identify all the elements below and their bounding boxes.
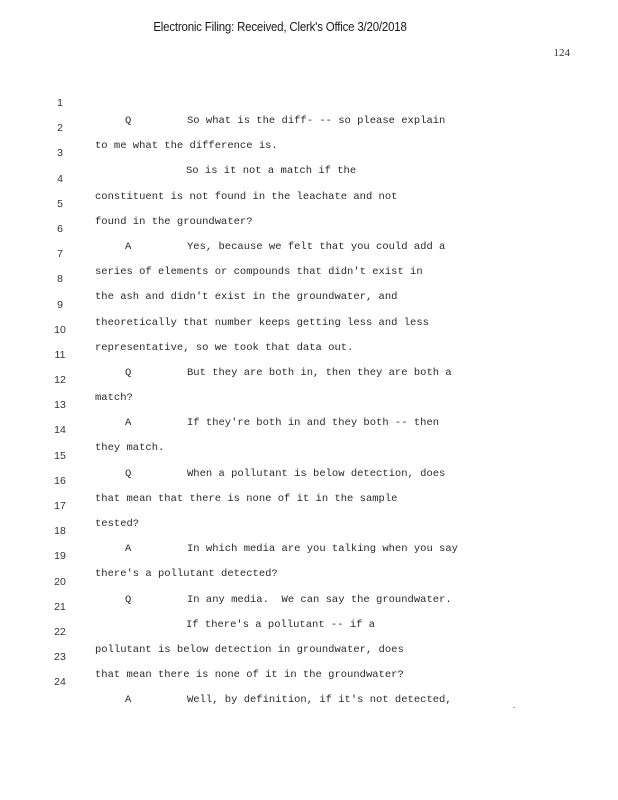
line-number: 16	[54, 474, 66, 487]
transcript-line	[0, 454, 618, 505]
transcript-line	[0, 403, 618, 455]
line-content: theoretically that number keeps getting less and less	[95, 316, 429, 329]
line-content: Well, by definition, if it's not detected,	[187, 694, 452, 707]
line-content: there's a pollutant detected?	[95, 568, 278, 581]
transcript-line	[0, 252, 618, 304]
line-number: 14	[54, 424, 66, 437]
line-number: 11	[54, 348, 66, 361]
transcript-line	[0, 303, 618, 354]
line-content: But they are both in, then they are both a	[187, 366, 452, 379]
transcript-line	[0, 76, 618, 127]
speaker-label: Q	[125, 593, 132, 606]
scan-speck	[513, 707, 515, 708]
transcript-line	[0, 479, 618, 530]
line-number: 10	[54, 323, 66, 336]
speaker-label: Q	[125, 366, 132, 379]
transcript-line	[0, 504, 618, 556]
line-number: 17	[54, 500, 66, 512]
transcript-line	[0, 328, 618, 379]
speaker-label: A	[125, 240, 132, 253]
transcript-line	[0, 529, 618, 581]
line-text	[95, 691, 452, 709]
line-number: 7	[57, 248, 63, 261]
line-number: 24	[54, 676, 66, 689]
line-content: So is it not a match if the	[186, 165, 357, 178]
line-number: 20	[54, 575, 66, 588]
line-content: they match.	[95, 442, 165, 455]
line-number: 15	[54, 449, 66, 462]
transcript-line	[0, 580, 618, 631]
transcript-line	[0, 177, 618, 228]
line-number: 13	[54, 399, 66, 412]
line-content: that mean that there is none of it in the sample	[95, 492, 398, 505]
line-number: 6	[57, 222, 63, 235]
transcript-line	[0, 202, 618, 253]
line-number: 18	[54, 525, 66, 538]
line-number: 1	[57, 97, 63, 109]
line-content: to me what the difference is.	[95, 140, 278, 153]
line-number: 4	[57, 172, 63, 185]
transcript-line	[0, 605, 618, 656]
transcript-line	[0, 126, 618, 178]
line-content: If they're both in and they both -- then	[187, 417, 440, 430]
transcript-line	[0, 353, 618, 405]
speaker-label: A	[125, 543, 132, 556]
line-number: 5	[57, 197, 63, 210]
line-content: that mean there is none of it in the groundwater?	[95, 669, 404, 682]
line-content: If there's a pollutant -- if a	[186, 618, 376, 631]
line-content: tested?	[95, 518, 140, 530]
transcript-line	[0, 555, 618, 606]
line-number: 3	[57, 147, 63, 160]
transcript-line	[0, 630, 618, 682]
transcript-body	[0, 76, 618, 707]
line-number: 2	[57, 122, 63, 135]
line-content: pollutant is below detection in groundwater, does	[95, 643, 404, 656]
line-content: When a pollutant is below detection, does	[187, 467, 446, 480]
transcript-line	[0, 278, 618, 329]
line-number: 21	[54, 600, 66, 613]
speaker-label: Q	[125, 115, 132, 127]
line-content: found in the groundwater?	[95, 215, 253, 228]
line-number: 9	[57, 298, 63, 311]
speaker-label: Q	[125, 467, 132, 480]
line-content: constituent is not found in the leachate and not	[95, 190, 398, 203]
line-content: Yes, because we felt that you could add a	[187, 240, 446, 253]
line-content: So what is the diff- -- so please explain	[187, 115, 446, 127]
line-number: 19	[54, 550, 66, 563]
transcript-line	[0, 378, 618, 430]
line-number: 8	[57, 273, 63, 286]
transcript-line	[0, 655, 618, 707]
line-content: In which media are you talking when you say	[187, 543, 458, 556]
transcript-line	[0, 152, 618, 203]
speaker-label: A	[125, 417, 132, 430]
line-number: 22	[54, 625, 66, 638]
speaker-label: A	[125, 694, 132, 707]
page-number: 124	[553, 47, 570, 59]
line-content: In any media. We can say the groundwater.	[187, 593, 452, 606]
line-number: 12	[54, 374, 66, 387]
transcript-line	[0, 429, 618, 480]
transcript-line	[0, 101, 618, 153]
line-content: representative, so we took that data out.	[95, 341, 354, 354]
line-content: match?	[95, 392, 133, 405]
filing-stamp: Electronic Filing: Received, Clerk's Office 3/20/2018	[153, 19, 407, 34]
line-number: 23	[54, 651, 66, 664]
line-content: series of elements or compounds that didn't exist in	[95, 266, 423, 279]
transcript-line	[0, 227, 618, 279]
line-content: the ash and didn't exist in the groundwater, and	[95, 291, 398, 304]
